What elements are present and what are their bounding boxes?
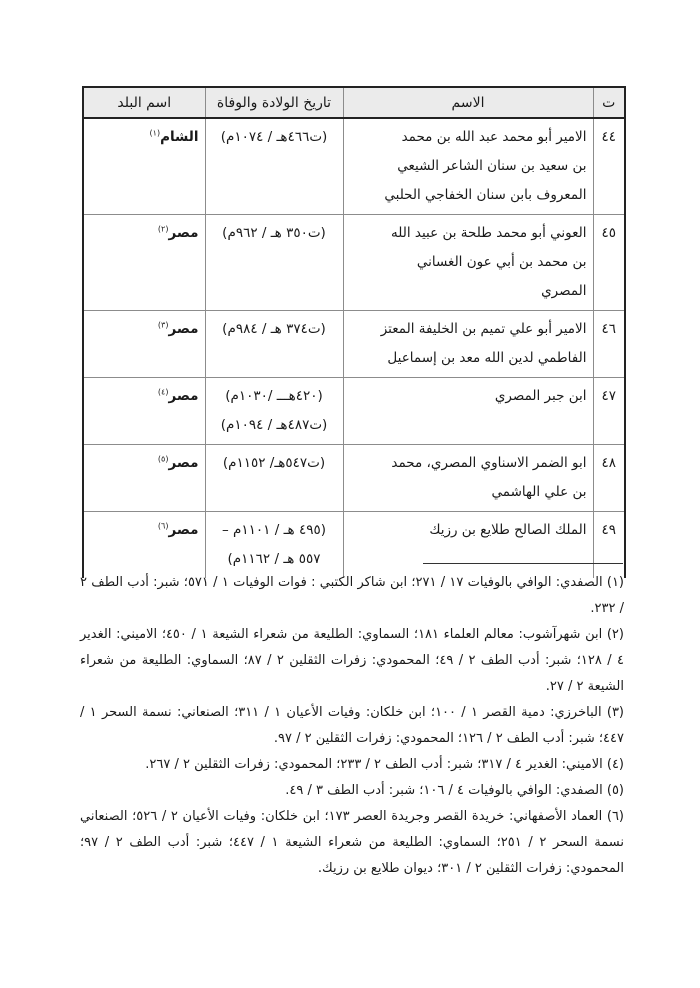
name-line: الملك الصالح طلايع بن رزيك (429, 522, 587, 538)
row-number: ٤٤ (593, 118, 625, 215)
life-dates (205, 118, 343, 215)
date-line: ٥٥٧ هـ / ١١٦٢م) (227, 551, 321, 567)
footnote-3: (٣) الباخرزي: دمية القصر ١ / ١٠٠؛ ابن خلكان: وفيات الأعيان ١ / ٣١١؛ الصنعاني: نسمة السحر ١ / ٤٤٧؛ شبر: أدب الطف ٢ / ١٢٦؛ المحمودي: زفرات الثقلين ٢ / ٩٧. (80, 705, 624, 746)
life-dates (205, 311, 343, 378)
table-row (83, 445, 625, 512)
header-name: الاسم (343, 87, 593, 118)
table-row (83, 118, 625, 215)
date-line: (ت٤٦٦هـ / ١٠٧٤م) (220, 129, 328, 145)
person-name (343, 512, 593, 579)
life-dates (205, 512, 343, 579)
place-name (83, 445, 205, 512)
table-row (83, 215, 625, 311)
life-dates (205, 445, 343, 512)
footnote-ref[interactable]: (٣) (157, 320, 169, 330)
date-line: (ت٣٥٠ هـ / ٩٦٢م) (222, 225, 326, 241)
table-row (83, 378, 625, 445)
footnote-ref[interactable]: (٦) (157, 521, 169, 531)
life-dates (205, 215, 343, 311)
person-name (343, 378, 593, 445)
date-line: (ت٣٧٤ هـ / ٩٨٤م) (222, 321, 326, 337)
footnote-2: (٢) ابن شهرآشوب: معالم العلماء ١٨١؛ السماوي: الطليعة من شعراء الشيعة ١ / ٤٥٠؛ الاميني: الغدير ٤ / ١٢٨؛ شبر: أدب الطف ٢ / ٤٩؛ المحمودي: زفرات الثقلين ٢ / ٨٧؛ السماوي: الطليعة من شعراء الشيعة ٢ / ٢٧. (80, 627, 624, 694)
life-dates (205, 378, 343, 445)
person-name (343, 311, 593, 378)
biography-table-container (84, 86, 626, 578)
name-line: بن محمد بن أبي عون الغساني (416, 254, 587, 270)
name-line: العوني أبو محمد طلحة بن عبيد الله (391, 225, 587, 241)
footnotes-section (80, 570, 624, 882)
person-name (343, 215, 593, 311)
footnote-ref[interactable]: (٤) (157, 387, 169, 397)
table-row (83, 512, 625, 579)
place-label: الشام (160, 129, 199, 145)
footnote-4: (٤) الاميني: الغدير ٤ / ٣١٧؛ شبر: أدب الطف ٢ / ٢٣٣؛ المحمودي: زفرات الثقلين ٢ / ٢٦٧. (145, 757, 624, 772)
footnote-ref[interactable]: (٢) (157, 224, 169, 234)
row-number: ٤٧ (593, 378, 625, 445)
row-number: ٤٨ (593, 445, 625, 512)
header-place: اسم البلد (83, 87, 205, 118)
footnote-6: (٦) العماد الأصفهاني: خريدة القصر وجريدة العصر ١٧٣؛ ابن خلكان: وفيات الأعيان ٢ / ٥٢٦؛ الصنعاني نسمة السحر ٢ / ٢٥١؛ السماوي: الطليعة من شعراء الشيعة ١ / ٤٤٧؛ شبر: أدب الطف ٢ / ٩٧؛ المحمودي: زفرات الثقلين ٢ / ٣٠١؛ ديوان طلايع بن رزيك. (80, 809, 624, 876)
row-number: ٤٥ (593, 215, 625, 311)
footnote-ref[interactable]: (٥) (157, 454, 169, 464)
footnote-5: (٥) الصفدي: الوافي بالوفيات ٤ / ١٠٦؛ شبر: أدب الطف ٣ / ٤٩. (285, 783, 624, 798)
name-line: المعروف بابن سنان الخفاجي الحلبي (384, 187, 587, 203)
place-name (83, 311, 205, 378)
place-label: مصر (168, 321, 199, 337)
place-label: مصر (168, 522, 199, 538)
person-name (343, 118, 593, 215)
header-num: ت (593, 87, 625, 118)
footnote-1: (١) الصفدي: الوافي بالوفيات ١٧ / ٢٧١؛ ابن شاكر الكتبي : فوات الوفيات ١ / ٥٧١؛ شبر: أدب الطف ٢ / ٢٣٢. (80, 575, 624, 616)
name-line: ابو الضمر الاسناوي المصري، محمد (391, 455, 587, 471)
place-label: مصر (168, 225, 199, 241)
footnote-separator (423, 563, 623, 564)
place-label: مصر (168, 388, 199, 404)
date-line: (ت٤٨٧هـ / ١٠٩٤م) (220, 417, 328, 433)
place-name (83, 378, 205, 445)
name-line: بن سعيد بن سنان الشاعر الشيعي (397, 158, 587, 174)
name-line: الامير أبو محمد عبد الله بن محمد (401, 129, 587, 145)
date-line: (٤٩٥ هـ / ١١٠١م – (222, 522, 326, 538)
name-line: بن علي الهاشمي (491, 484, 587, 500)
row-number: ٤٩ (593, 512, 625, 579)
name-line: الفاطمي لدين الله معد بن إسماعيل (387, 350, 587, 366)
table-header-row (83, 87, 625, 118)
name-line: الامير أبو علي تميم بن الخليفة المعتز (380, 321, 587, 337)
date-line: (٤٢٠هـــ /١٠٣٠م) (225, 388, 323, 404)
place-label: مصر (168, 455, 199, 471)
person-name (343, 445, 593, 512)
biography-table (82, 86, 626, 578)
place-name (83, 118, 205, 215)
header-dates: تاريخ الولادة والوفاة (205, 87, 343, 118)
footnote-ref[interactable]: (١) (149, 128, 161, 138)
place-name (83, 215, 205, 311)
date-line: (ت٥٤٧هـ/ ١١٥٢م) (222, 455, 326, 471)
table-row (83, 311, 625, 378)
name-line: المصري (541, 283, 587, 299)
name-line: ابن جبر المصري (494, 388, 587, 404)
place-name (83, 512, 205, 579)
row-number: ٤٦ (593, 311, 625, 378)
